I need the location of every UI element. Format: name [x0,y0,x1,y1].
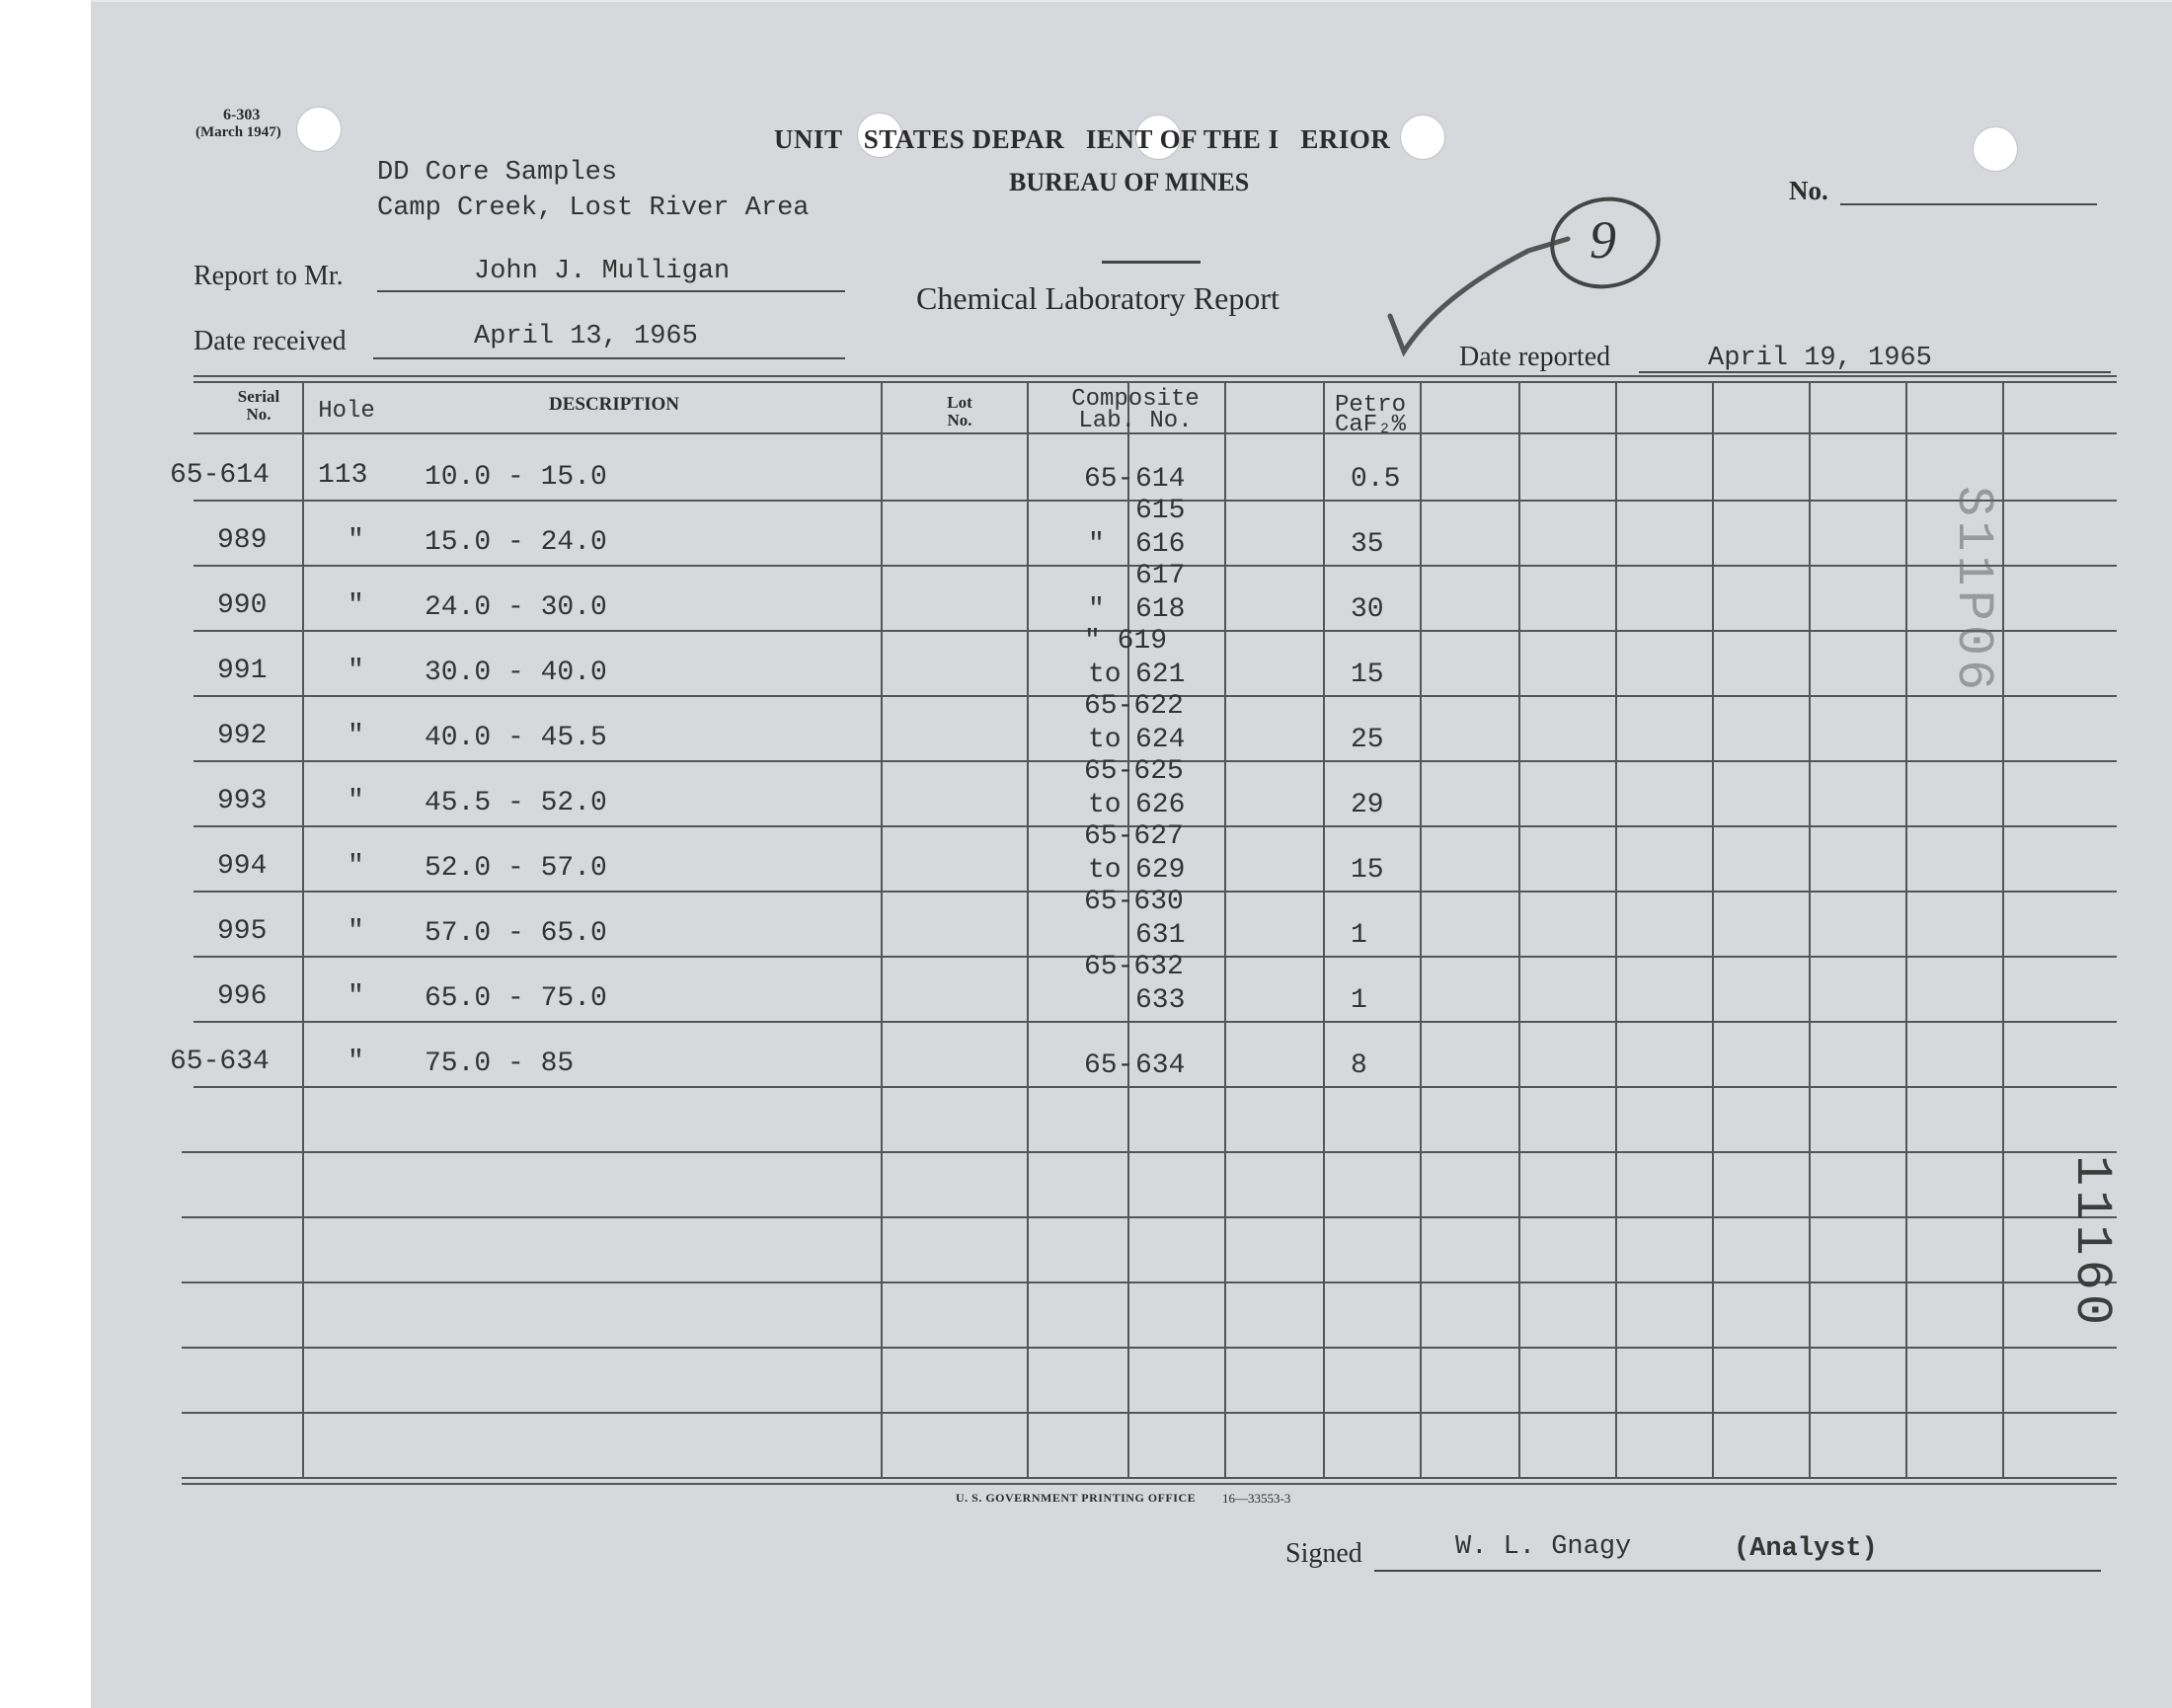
bureau-heading: BUREAU OF MINES [1009,168,1250,196]
composite-lab-left: 65- [1084,1050,1134,1081]
col-divider [1615,381,1617,1477]
hole-number: " [348,721,364,751]
side-stamp-bottom: 11160 [2062,1155,2121,1330]
serial-number: 995 [217,916,268,947]
description-range: 40.0 - 45.5 [425,723,607,753]
composite-lab-top: 65-625 [1084,756,1184,787]
serial-number: 989 [217,525,268,556]
table-bottom-rule [182,1483,2117,1485]
row-rule [194,1021,2117,1023]
circled-number: 9 [1590,210,1616,270]
form-number: 6-303 [223,107,261,123]
empty-row-rule [182,1281,2117,1283]
side-stamp-top: S11P06 [1944,486,2002,695]
serial-number: 991 [217,656,268,686]
composite-lab-top: " 619 [1084,626,1168,657]
date-received-line [373,357,845,359]
composite-lab-right: 616 [1135,529,1186,560]
caf2-percent: 29 [1351,790,1384,820]
date-received-value: April 13, 1965 [474,322,698,351]
col-divider [1323,381,1325,1477]
composite-lab-right: 624 [1135,725,1186,755]
header-description: DESCRIPTION [549,394,679,415]
report-to-line [377,290,845,292]
caf2-percent: 0.5 [1351,464,1401,495]
serial-number: 990 [217,590,268,621]
composite-lab-right: 629 [1135,855,1186,886]
empty-row-rule [182,1216,2117,1218]
analyst-name: W. L. Gnagy [1455,1532,1632,1562]
header-composite: Composite [1071,386,1200,413]
col-divider [1127,381,1129,1477]
hole-number: " [348,590,364,621]
col-divider [1027,381,1029,1477]
composite-lab-left: 65- [1084,464,1134,495]
signature-line [1374,1570,2101,1572]
hole-number: 113 [318,460,368,491]
header-lot: Lot [947,393,972,412]
form-date: (March 1947) [195,124,281,140]
table-top-rule [194,381,2117,383]
description-range: 30.0 - 40.0 [425,658,607,688]
analyst-role: (Analyst) [1734,1534,1878,1564]
caf2-percent: 15 [1351,660,1384,690]
date-reported-value: April 19, 1965 [1708,344,1932,373]
caf2-percent: 1 [1351,920,1367,951]
hole-number: " [348,851,364,882]
description-range: 10.0 - 15.0 [425,462,607,493]
punch-hole [1400,115,1445,160]
composite-lab-top: 65-630 [1084,887,1184,917]
agency-heading: UNIT STATES DEPAR IENT OF THE I ERIOR [774,124,1391,154]
composite-lab-right: 633 [1135,985,1186,1016]
serial-number: 65-634 [170,1047,270,1077]
caf2-percent: 35 [1351,529,1384,560]
header-serial-no: No. [246,405,272,424]
serial-number: 65-614 [170,460,270,491]
table-bottom-rule [182,1477,2117,1479]
composite-lab-left: " [1088,594,1105,625]
serial-number: 992 [217,721,268,751]
description-range: 75.0 - 85 [425,1048,575,1079]
serial-number: 996 [217,981,268,1012]
composite-lab-top: 617 [1135,561,1186,591]
col-divider [1518,381,1520,1477]
composite-lab-left: to [1088,660,1122,690]
composite-lab-right: 626 [1135,790,1186,820]
col-divider [1712,381,1714,1477]
description-range: 65.0 - 75.0 [425,983,607,1014]
empty-row-rule [182,1347,2117,1349]
hole-number: " [348,916,364,947]
report-sheet [91,0,2172,1708]
report-to-label: Report to Mr. [194,261,344,291]
composite-lab-right: 614 [1135,464,1186,495]
composite-lab-left: " [1088,529,1105,560]
report-to-value: John J. Mulligan [474,257,731,286]
serial-number: 994 [217,851,268,882]
col-divider [2002,381,2004,1477]
caf2-percent: 1 [1351,985,1367,1016]
col-divider [1420,381,1422,1477]
header-serial: Serial [237,387,280,406]
hole-number: " [348,981,364,1012]
no-label: No. [1789,176,1828,205]
composite-lab-top: 615 [1135,496,1186,526]
signed-label: Signed [1285,1538,1362,1569]
subject-line-2: Camp Creek, Lost River Area [377,194,810,223]
punch-hole [1973,126,2018,172]
composite-lab-top: 65-627 [1084,821,1184,852]
caf2-percent: 30 [1351,594,1384,625]
header-lot-no: No. [947,411,972,429]
description-range: 52.0 - 57.0 [425,853,607,884]
col-divider [1809,381,1811,1477]
hole-number: " [348,1047,364,1077]
no-field-line [1840,203,2097,205]
description-range: 57.0 - 65.0 [425,918,607,949]
title-rule [1102,261,1201,264]
serial-number: 993 [217,786,268,816]
caf2-percent: 15 [1351,855,1384,886]
hole-number: " [348,656,364,686]
col-divider [1905,381,1907,1477]
composite-lab-top: 65-622 [1084,691,1184,722]
col-divider [1224,381,1226,1477]
col-divider [302,381,304,1477]
printing-office: U. S. GOVERNMENT PRINTING OFFICE [956,1491,1197,1505]
subject-line-1: DD Core Samples [377,158,618,188]
composite-lab-top: 65-632 [1084,952,1184,982]
report-title: Chemical Laboratory Report [916,280,1280,316]
header-caf2: CaF₂% [1334,412,1406,438]
composite-lab-left: to [1088,725,1122,755]
composite-lab-right: 621 [1135,660,1186,690]
header-bottom-rule [194,432,2117,434]
description-range: 15.0 - 24.0 [425,527,607,558]
punch-hole [296,107,342,152]
empty-row-rule [182,1151,2117,1153]
handwritten-check-mark [1370,178,1745,375]
col-divider [881,381,883,1477]
description-range: 24.0 - 30.0 [425,592,607,623]
printing-code: 16—33553-3 [1222,1491,1291,1506]
header-lab-no: Lab. No. [1078,408,1193,434]
header-petro: Petro [1334,392,1406,419]
table-top-rule [194,375,2117,377]
row-rule [194,1086,2117,1088]
empty-row-rule [182,1412,2117,1414]
composite-lab-right: 631 [1135,920,1186,951]
date-received-label: Date received [194,326,347,356]
hole-number: " [348,786,364,816]
hole-number: " [348,525,364,556]
header-hole: Hole [318,398,375,425]
caf2-percent: 25 [1351,725,1384,755]
composite-lab-right: 634 [1135,1050,1186,1081]
composite-lab-right: 618 [1135,594,1186,625]
description-range: 45.5 - 52.0 [425,788,607,818]
composite-lab-left: to [1088,790,1122,820]
caf2-percent: 8 [1351,1050,1367,1081]
composite-lab-left: to [1088,855,1122,886]
date-reported-label: Date reported [1459,342,1611,372]
